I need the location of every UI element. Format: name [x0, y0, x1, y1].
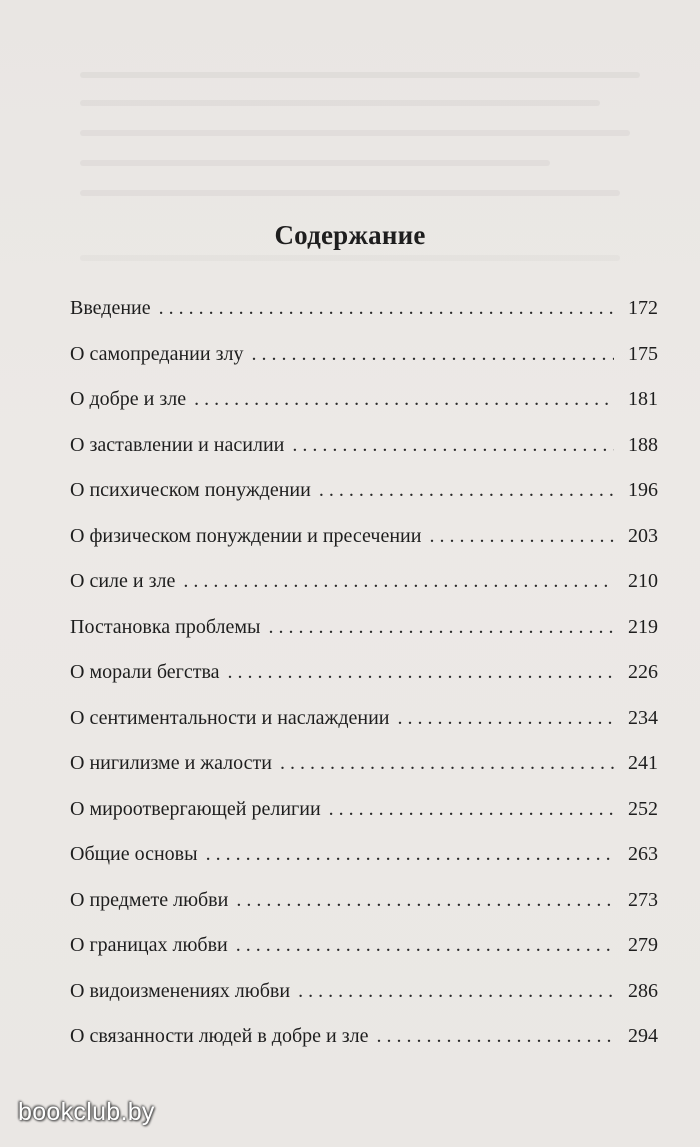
- dot-leader: [429, 520, 614, 552]
- watermark: bookclub.by: [18, 1098, 155, 1126]
- toc-entry: [70, 975, 658, 1021]
- toc-entry-title: О сентиментальности и наслаждении: [70, 706, 390, 729]
- toc-entry: [70, 474, 658, 520]
- toc-entry-page-number: 252: [628, 797, 658, 820]
- toc-entry-page-number: 172: [628, 297, 658, 319]
- toc-entry-page-number: 241: [628, 752, 658, 774]
- toc-entry-page-number: 181: [628, 388, 658, 410]
- toc-entry: [70, 929, 658, 975]
- dot-leader: [319, 474, 614, 506]
- dot-leader: [228, 656, 614, 688]
- toc-entry-title: О самопредании злу: [70, 342, 244, 365]
- toc-entry-page-number: 273: [628, 888, 658, 911]
- show-through-text: [80, 190, 620, 196]
- toc-entry-page-number: 286: [628, 979, 658, 1002]
- toc-entry-title: Общие основы: [70, 843, 198, 865]
- toc-entry-title: О психическом понуждении: [70, 479, 311, 501]
- dot-leader: [183, 565, 614, 597]
- dot-leader: [377, 1020, 615, 1052]
- toc-entry-page-number: 294: [628, 1025, 658, 1047]
- toc-entry-page-number: 175: [628, 342, 658, 365]
- dot-leader: [397, 702, 614, 734]
- toc-entry-title: О силе и зле: [70, 570, 176, 592]
- toc-entry-title: О границах любви: [70, 934, 228, 956]
- dot-leader: [236, 929, 614, 961]
- dot-leader: [268, 611, 614, 643]
- toc-entry-title: О морали бегства: [70, 661, 220, 683]
- toc-entry-page-number: 188: [628, 433, 658, 456]
- dot-leader: [292, 429, 614, 461]
- dot-leader: [280, 747, 614, 779]
- dot-leader: [236, 884, 614, 916]
- toc-entry-page-number: 234: [628, 706, 658, 729]
- dot-leader: [159, 292, 614, 324]
- toc-entry: [70, 747, 658, 793]
- toc-entry: [70, 884, 658, 930]
- toc-entry-title: О заставлении и насилии: [70, 433, 285, 456]
- toc-entry-title: Постановка проблемы: [70, 615, 261, 638]
- show-through-text: [80, 72, 640, 78]
- dot-leader: [206, 838, 614, 870]
- toc-entry-page-number: 196: [628, 479, 658, 501]
- dot-leader: [194, 383, 614, 415]
- toc-entry: [70, 338, 658, 384]
- toc-entry-title: Введение: [70, 297, 151, 319]
- toc-entry-title: О предмете любви: [70, 888, 229, 911]
- dot-leader: [298, 975, 614, 1007]
- show-through-text: [80, 130, 630, 136]
- toc-entry-page-number: 263: [628, 843, 658, 865]
- show-through-text: [80, 255, 620, 261]
- page-title: Содержание: [274, 220, 426, 250]
- toc-entry-page-number: 203: [628, 524, 658, 547]
- toc-entry-page-number: 226: [628, 661, 658, 683]
- toc-entry: [70, 292, 658, 338]
- toc-entry-page-number: 210: [628, 570, 658, 592]
- dot-leader: [329, 793, 614, 825]
- toc-entry: [70, 565, 658, 611]
- toc-entry-title: О физическом понуждении и пресечении: [70, 524, 422, 547]
- toc-entry-page-number: 279: [628, 934, 658, 956]
- toc-entry: [70, 702, 658, 748]
- toc-entry-title: О нигилизме и жалости: [70, 752, 272, 774]
- show-through-text: [80, 100, 600, 106]
- toc-entry: [70, 838, 658, 884]
- table-of-contents: [70, 292, 658, 1066]
- toc-entry: [70, 793, 658, 839]
- toc-entry: [70, 383, 658, 429]
- toc-entry: [70, 1020, 658, 1066]
- toc-entry: [70, 656, 658, 702]
- toc-entry-title: О видоизменениях любви: [70, 979, 291, 1002]
- show-through-text: [80, 160, 550, 166]
- toc-entry: [70, 611, 658, 657]
- toc-entry-title: О связанности людей в добре и зле: [70, 1025, 369, 1047]
- toc-entry-page-number: 219: [628, 615, 658, 638]
- toc-entry-title: О мироотвергающей религии: [70, 797, 321, 820]
- dot-leader: [251, 338, 614, 370]
- toc-entry-title: О добре и зле: [70, 388, 187, 410]
- toc-entry: [70, 520, 658, 566]
- toc-entry: [70, 429, 658, 475]
